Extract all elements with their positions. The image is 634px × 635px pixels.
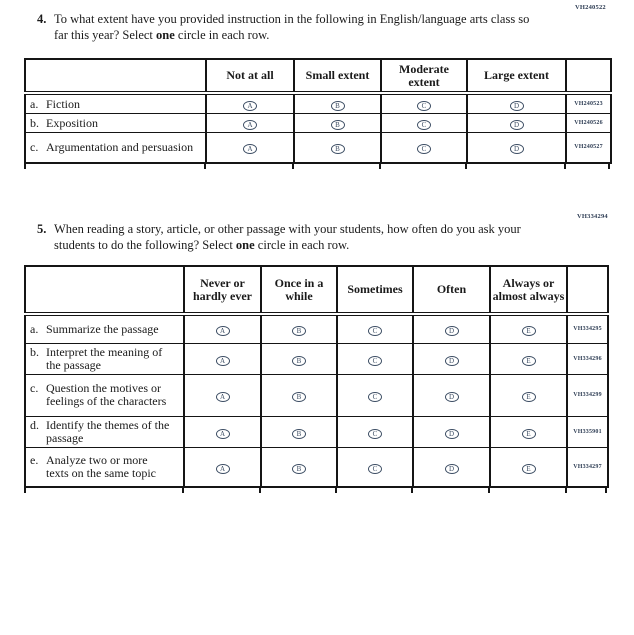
answer-cell [413, 374, 490, 416]
answer-cell [467, 114, 566, 133]
question5-number: 5. [37, 222, 47, 236]
question5 [37, 222, 534, 253]
answer-cell [337, 447, 413, 487]
question4-survey-code: VH240522 [575, 4, 606, 11]
answer-cell [184, 314, 261, 343]
table-bottom-tick [335, 487, 337, 493]
column-header-not-at-all: Not at all [206, 59, 294, 93]
column-header-never: Never or hardly ever [184, 266, 261, 314]
answer-cell [413, 343, 490, 374]
question5-text: When reading a story, article, or other passage with your students, how often do you ask your students to do the following? Select one circle in each row. [54, 222, 521, 252]
answer-circle-b[interactable]: B [331, 101, 345, 111]
answer-circle-c[interactable]: C [417, 144, 431, 154]
table-bottom-tick [292, 163, 294, 169]
answer-circle-c[interactable]: C [417, 101, 431, 111]
answer-cell [261, 416, 337, 447]
answer-cell [413, 314, 490, 343]
answer-cell [206, 133, 294, 163]
answer-circle-d[interactable]: D [510, 144, 524, 154]
question5-survey-code: VH334294 [577, 213, 608, 220]
answer-cell [261, 447, 337, 487]
answer-circle-e[interactable]: E [522, 429, 536, 439]
header-row [25, 59, 611, 93]
answer-cell [261, 374, 337, 416]
answer-cell [294, 133, 381, 163]
code-column-header [567, 266, 608, 314]
answer-circle-a[interactable]: A [216, 326, 230, 336]
row-code: VH335901 [567, 416, 608, 447]
answer-circle-d[interactable]: D [510, 101, 524, 111]
table-bottom-tick [379, 163, 381, 169]
row-label: b. Interpret the meaning of the passage [25, 343, 184, 374]
answer-cell [490, 343, 567, 374]
answer-cell [294, 93, 381, 114]
answer-circle-e[interactable]: E [522, 464, 536, 474]
table-bottom-tick [411, 487, 413, 493]
table-bottom-tick [605, 487, 607, 493]
answer-circle-d[interactable]: D [445, 326, 459, 336]
row-label: c. Argumentation and persuasion [25, 133, 206, 163]
table-bottom-tick [24, 163, 26, 169]
answer-cell [337, 416, 413, 447]
column-header-often: Often [413, 266, 490, 314]
question4-number: 4. [37, 12, 47, 26]
code-column-header [566, 59, 611, 93]
answer-cell [294, 114, 381, 133]
answer-circle-b[interactable]: B [292, 429, 306, 439]
answer-circle-d[interactable]: D [445, 392, 459, 402]
answer-cell [381, 93, 467, 114]
answer-circle-b[interactable]: B [331, 120, 345, 130]
table-row-interpret [25, 343, 608, 374]
answer-circle-e[interactable]: E [522, 392, 536, 402]
answer-cell [261, 343, 337, 374]
answer-circle-c[interactable]: C [368, 326, 382, 336]
answer-cell [184, 343, 261, 374]
answer-circle-b[interactable]: B [331, 144, 345, 154]
row-label: a. Fiction [25, 93, 206, 114]
answer-circle-c[interactable]: C [368, 392, 382, 402]
answer-circle-d[interactable]: D [445, 429, 459, 439]
stub-header [25, 59, 206, 93]
table-row-identify-themes [25, 416, 608, 447]
column-header-always: Always or almost always [490, 266, 567, 314]
answer-circle-c[interactable]: C [368, 464, 382, 474]
answer-cell [206, 93, 294, 114]
answer-circle-c[interactable]: C [368, 356, 382, 366]
row-code: VH240523 [566, 93, 611, 114]
table-row-question-motives [25, 374, 608, 416]
table-row-fiction [25, 93, 611, 114]
table-bottom-tick [182, 487, 184, 493]
answer-circle-b[interactable]: B [292, 326, 306, 336]
answer-circle-d[interactable]: D [445, 356, 459, 366]
table-bottom-tick [608, 163, 610, 169]
answer-cell [206, 114, 294, 133]
answer-cell [261, 314, 337, 343]
row-label: c. Question the motives or feelings of the characters [25, 374, 184, 416]
answer-cell [184, 416, 261, 447]
column-header-moderate-extent: Moderate extent [381, 59, 467, 93]
answer-circle-a[interactable]: A [216, 392, 230, 402]
table-row-argumentation [25, 133, 611, 163]
answer-cell [184, 374, 261, 416]
table-row-summarize [25, 314, 608, 343]
table-bottom-tick [564, 163, 566, 169]
answer-cell [413, 447, 490, 487]
table-bottom-tick [259, 487, 261, 493]
answer-cell [337, 314, 413, 343]
answer-cell [413, 416, 490, 447]
column-header-sometimes: Sometimes [337, 266, 413, 314]
column-header-large-extent: Large extent [467, 59, 566, 93]
question4-response-table [24, 58, 612, 164]
answer-cell [490, 314, 567, 343]
row-label: e. Analyze two or more texts on the same topic [25, 447, 184, 487]
row-label: b. Exposition [25, 114, 206, 133]
answer-circle-c[interactable]: C [368, 429, 382, 439]
answer-circle-a[interactable]: A [216, 356, 230, 366]
answer-cell [337, 374, 413, 416]
answer-circle-d[interactable]: D [510, 120, 524, 130]
question5-response-table-wrap [24, 265, 609, 488]
answer-circle-a[interactable]: A [243, 144, 257, 154]
answer-cell [337, 343, 413, 374]
question4-response-table-wrap [24, 58, 612, 164]
row-code: VH334296 [567, 343, 608, 374]
answer-cell [467, 133, 566, 163]
row-code: VH240526 [566, 114, 611, 133]
question4 [37, 12, 534, 43]
table-bottom-tick [204, 163, 206, 169]
answer-cell [490, 374, 567, 416]
answer-cell [381, 114, 467, 133]
answer-circle-a[interactable]: A [243, 101, 257, 111]
row-code: VH334295 [567, 314, 608, 343]
answer-cell [490, 447, 567, 487]
answer-cell [490, 416, 567, 447]
table-row-exposition [25, 114, 611, 133]
column-header-small-extent: Small extent [294, 59, 381, 93]
table-row-analyze-texts [25, 447, 608, 487]
row-code: VH334297 [567, 447, 608, 487]
answer-circle-a[interactable]: A [243, 120, 257, 130]
row-code: VH240527 [566, 133, 611, 163]
answer-circle-a[interactable]: A [216, 429, 230, 439]
table-bottom-tick [24, 487, 26, 493]
row-code: VH334299 [567, 374, 608, 416]
answer-cell [381, 133, 467, 163]
stub-header [25, 266, 184, 314]
answer-circle-b[interactable]: B [292, 392, 306, 402]
answer-cell [184, 447, 261, 487]
answer-circle-d[interactable]: D [445, 464, 459, 474]
answer-cell [467, 93, 566, 114]
question4-text: To what extent have you provided instruction in the following in English/language arts class so far this year? Select one circle in each row. [54, 12, 530, 42]
header-row [25, 266, 608, 314]
question5-response-table [24, 265, 609, 488]
row-label: a. Summarize the passage [25, 314, 184, 343]
answer-circle-e[interactable]: E [522, 356, 536, 366]
table-bottom-tick [565, 487, 567, 493]
answer-circle-b[interactable]: B [292, 356, 306, 366]
row-label: d. Identify the themes of the passage [25, 416, 184, 447]
column-header-once-in-a-while: Once in a while [261, 266, 337, 314]
answer-circle-e[interactable]: E [522, 326, 536, 336]
table-bottom-tick [465, 163, 467, 169]
table-bottom-tick [488, 487, 490, 493]
answer-circle-a[interactable]: A [216, 464, 230, 474]
answer-circle-c[interactable]: C [417, 120, 431, 130]
answer-circle-b[interactable]: B [292, 464, 306, 474]
